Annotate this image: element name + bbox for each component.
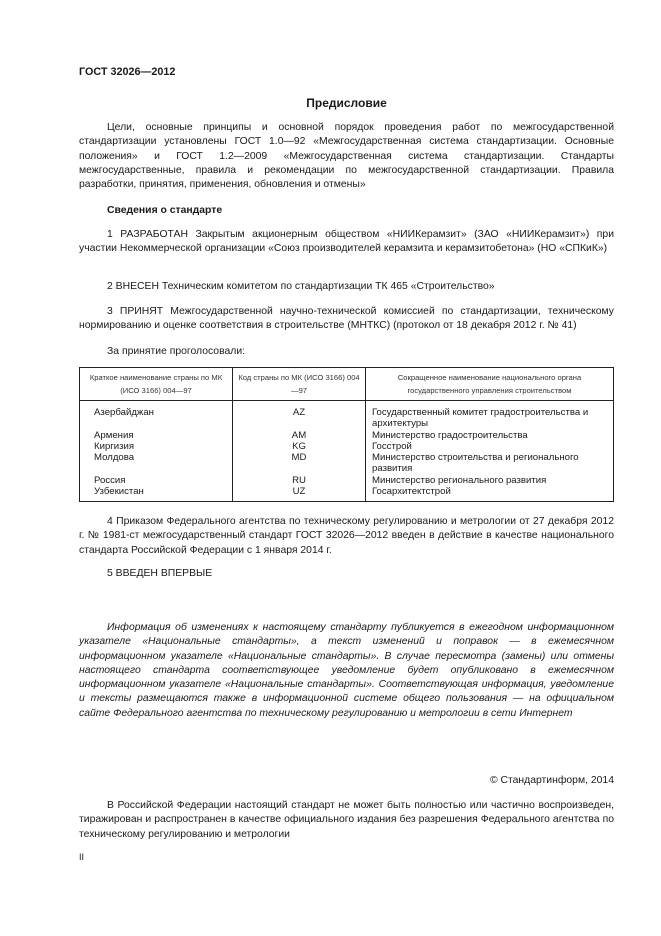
info-heading: Сведения о стандарте xyxy=(107,205,223,216)
item-2: 2 ВНЕСЕН Техническим комитетом по стандартизации ТК 465 «Строительство» xyxy=(107,281,495,292)
table-row xyxy=(80,452,614,475)
authority-cell: Министерство регионального развития xyxy=(366,475,614,486)
copyright: © Стандартинформ, 2014 xyxy=(489,775,614,786)
code-cell: AZ xyxy=(233,401,366,430)
authority-cell: Госархитектстрой xyxy=(366,486,614,502)
page-title: Предисловие xyxy=(306,96,387,110)
authority-cell: Министерство строительства и регионального развития xyxy=(366,452,614,475)
item-4: 4 Приказом Федерального агентства по техническому регулированию и метрологии от 27 декабря 2012 г. № 1981-ст межгосударственный стандарт ГОСТ 32026—2012 введен в действие в качестве национального стандарта Российской Федерации с 1 января 2014 г. xyxy=(79,516,614,556)
intro-paragraph: Цели, основные принципы и основной порядок проведения работ по межгосударственной стандартизации установлены ГОСТ 1.0—92 «Межгосударственная система стандартизации. Основные положения» и ГОСТ 1.2—2009 «Межгосударственная система стандартизации. Стандарты межгосударственные, правила и рекомендации по межгосударственной стандартизации. Правила разработки, принятия, применения, обновления и отмены» xyxy=(79,122,614,191)
code-cell: KG xyxy=(233,441,366,452)
country-cell: Азербайджан xyxy=(94,407,154,418)
table-row xyxy=(80,441,614,452)
code-cell: AM xyxy=(233,430,366,441)
rights-paragraph: В Российской Федерации настоящий стандарт не может быть полностью или частично воспроизведен, тиражирован и распространен в качестве официального издания без разрешения Федерального агентства по техническому регулированию и метрологии xyxy=(79,800,614,840)
country-cell: Узбекистан xyxy=(94,486,144,498)
col-header-country: Краткое наименование страны по МК (ИСО 3166) 004—97 xyxy=(80,368,233,401)
code-cell: UZ xyxy=(233,486,366,502)
code-cell: RU xyxy=(233,475,366,486)
authority-cell: Государственный комитет градостроительства и архитектуры xyxy=(366,401,614,430)
table-row xyxy=(80,401,614,430)
authority-cell: Министерство градостроительства xyxy=(366,430,614,441)
document-header: ГОСТ 32026—2012 xyxy=(79,66,176,78)
voting-table xyxy=(79,367,614,502)
table-row xyxy=(80,486,614,502)
country-cell: Молдова xyxy=(94,452,135,464)
page-number: II xyxy=(79,852,85,862)
col-header-code: Код страны по МК (ИСО 3166) 004—97 xyxy=(233,368,366,401)
voted-label: За принятие проголосовали: xyxy=(107,346,246,357)
item-1: 1 РАЗРАБОТАН Закрытым акционерным обществом «НИИКерамзит» (ЗАО «НИИКерамзит») при участии Некоммерческой организации «Союз производителей керамзита и керамзитобетона» (НО «СПКиК») xyxy=(79,229,614,255)
country-cell: Армения xyxy=(94,429,134,441)
code-cell: MD xyxy=(233,452,366,475)
item-5: 5 ВВЕДЕН ВПЕРВЫЕ xyxy=(107,568,213,579)
table-row xyxy=(80,430,614,441)
country-cell: Россия xyxy=(94,474,126,486)
table-row xyxy=(80,475,614,486)
country-cell: Киргизия xyxy=(94,440,135,452)
authority-cell: Госстрой xyxy=(366,441,614,452)
col-header-authority: Сокращенное наименование национального органа государственного управления строительством xyxy=(366,368,614,401)
notice-paragraph: Информация об изменениях к настоящему стандарту публикуется в ежегодном информационном указателе «Национальные стандарты», а текст изменений и поправок — в ежемесячном информационном указателе «Национальные стандарты». В случае пересмотра (замены) или отмены настоящего стандарта соответствующее уведомление будет опубликовано в ежемесячном информационном указателе «Национальные стандарты». Соответствующая информация, уведомление и тексты размещаются также в информационной системе общего пользования — на официальном сайте Федерального агентства по техническому регулированию и метрологии в сети Интернет xyxy=(79,622,614,719)
item-3: 3 ПРИНЯТ Межгосударственной научно-технической комиссией по стандартизации, техническому нормированию и оценке соответствия в строительстве (МНТКС) (протокол от 18 декабря 2012 г. № 41) xyxy=(79,306,614,332)
